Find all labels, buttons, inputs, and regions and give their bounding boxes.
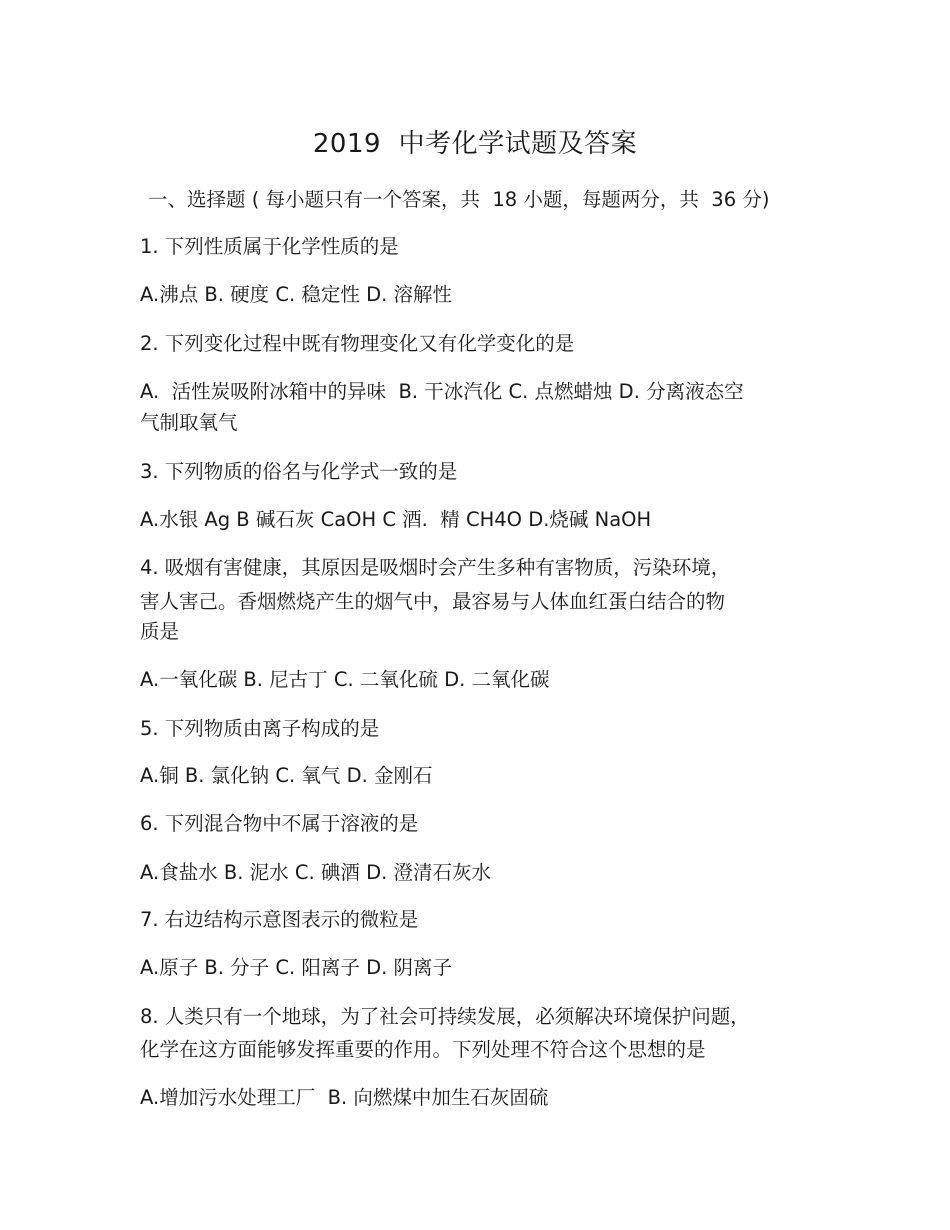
question-2-options: A. 活性炭吸附冰箱中的异味 B. 干冰汽化 C. 点燃蜡烛 D. 分离液态空 xyxy=(140,380,744,403)
question-2-options-cont: 气制取氧气 xyxy=(140,411,238,434)
question-4-options: A.一氧化碳 B. 尼古丁 C. 二氧化硫 D. 二氧化碳 xyxy=(140,668,550,691)
document-title: 2019 中考化学试题及答案 xyxy=(312,129,638,159)
question-8-options: A.增加污水处理工厂 B. 向燃煤中加生石灰固硫 xyxy=(140,1086,549,1109)
question-2: 2. 下列变化过程中既有物理变化又有化学变化的是 xyxy=(140,332,575,355)
question-4-cont-1: 害人害己。香烟燃烧产生的烟气中，最容易与人体血红蛋白结合的物 xyxy=(140,590,726,613)
question-4: 4. 吸烟有害健康，其原因是吸烟时会产生多种有害物质，污染环境， xyxy=(140,556,731,579)
question-7: 7. 右边结构示意图表示的微粒是 xyxy=(140,908,419,931)
question-6-options: A.食盐水 B. 泥水 C. 碘酒 D. 澄清石灰水 xyxy=(140,861,491,884)
question-5: 5. 下列物质由离子构成的是 xyxy=(140,717,380,740)
question-3-options: A.水银 Ag B 碱石灰 CaOH C 酒. 精 CH4O D.烧碱 NaOH xyxy=(140,508,652,531)
question-1-options: A.沸点 B. 硬度 C. 稳定性 D. 溶解性 xyxy=(140,283,452,306)
section-heading: 一、选择题 ( 每小题只有一个答案，共 18 小题，每题两分，共 36 分) xyxy=(148,188,770,211)
question-8: 8. 人类只有一个地球，为了社会可持续发展，必须解决环境保护问题， xyxy=(140,1005,750,1028)
question-3: 3. 下列物质的俗名与化学式一致的是 xyxy=(140,460,458,483)
question-7-options: A.原子 B. 分子 C. 阳离子 D. 阴离子 xyxy=(140,956,452,979)
question-6: 6. 下列混合物中不属于溶液的是 xyxy=(140,812,419,835)
question-1: 1. 下列性质属于化学性质的是 xyxy=(140,235,399,258)
question-8-cont: 化学在这方面能够发挥重要的作用。下列处理不符合这个思想的是 xyxy=(140,1038,706,1061)
question-4-cont-2: 质是 xyxy=(140,620,180,643)
question-5-options: A.铜 B. 氯化钠 C. 氧气 D. 金刚石 xyxy=(140,764,433,787)
